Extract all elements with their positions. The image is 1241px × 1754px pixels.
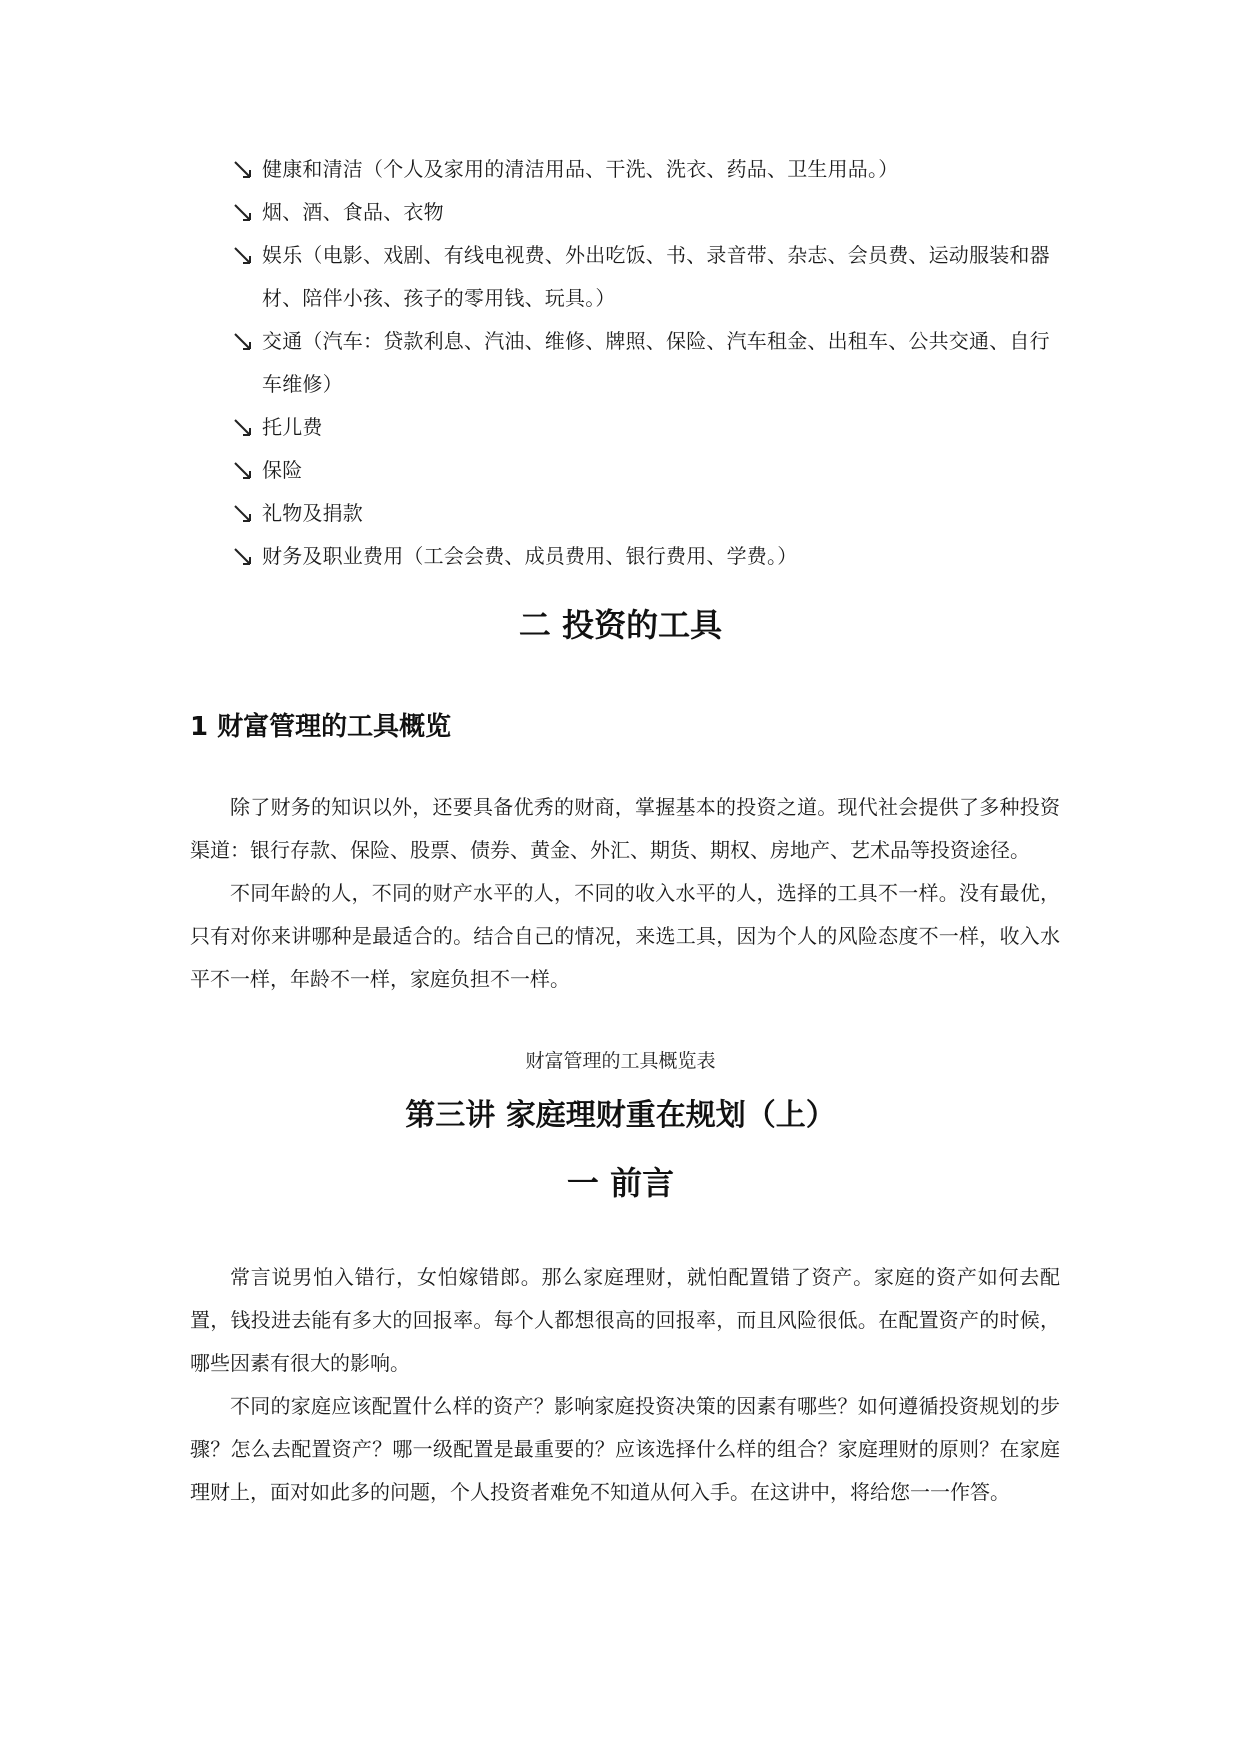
arrow-bullet-icon — [232, 191, 262, 234]
paragraph: 常言说男怕入错行，女怕嫁错郎。那么家庭理财，就怕配置错了资产。家庭的资产如何去配置，钱投进去能有多大的回报率。每个人都想很高的回报率，而且风险很低。在配置资产的时候，哪些因素有很大的影响。 — [190, 1265, 1060, 1375]
arrow-bullet-icon — [232, 234, 262, 277]
bullet-text: 烟、酒、食品、衣物 — [262, 200, 444, 224]
section2-body — [190, 786, 1060, 1001]
arrow-bullet-icon — [232, 449, 262, 492]
sub-heading: 1 财富管理的工具概览 — [190, 712, 452, 742]
preface-body — [190, 1256, 1060, 1514]
list-item — [232, 535, 1062, 578]
list-item — [232, 320, 1062, 406]
bullet-text: 健康和清洁（个人及家用的清洁用品、干洗、洗衣、药品、卫生用品。） — [262, 157, 899, 181]
list-item — [232, 148, 1062, 191]
bullet-text: 娱乐（电影、戏剧、有线电视费、外出吃饭、书、录音带、杂志、会员费、运动服装和器材、陪伴小孩、孩子的零用钱、玩具。） — [262, 243, 1050, 310]
bullet-text: 保险 — [262, 458, 303, 482]
section-title: 一 前言 — [566, 1164, 675, 1202]
bullet-text: 托儿费 — [262, 415, 323, 439]
arrow-bullet-icon — [232, 320, 262, 363]
paragraph: 不同的家庭应该配置什么样的资产？影响家庭投资决策的因素有哪些？如何遵循投资规划的步骤？怎么去配置资产？哪一级配置是最重要的？应该选择什么样的组合？家庭理财的原则？在家庭理财上，面对如此多的问题，个人投资者难免不知道从何入手。在这讲中，将给您一一作答。 — [190, 1394, 1060, 1504]
expense-bullet-list — [232, 148, 1062, 578]
list-item — [232, 191, 1062, 234]
arrow-bullet-icon — [232, 492, 262, 535]
arrow-bullet-icon — [232, 535, 262, 578]
paragraph: 除了财务的知识以外，还要具备优秀的财商，掌握基本的投资之道。现代社会提供了多种投资渠道：银行存款、保险、股票、债券、黄金、外汇、期货、期权、房地产、艺术品等投资途径。 — [190, 795, 1060, 862]
paragraph: 不同年龄的人，不同的财产水平的人，不同的收入水平的人，选择的工具不一样。没有最优，只有对你来讲哪种是最适合的。结合自己的情况，来选工具，因为个人的风险态度不一样，收入水平不一样，年龄不一样，家庭负担不一样。 — [190, 881, 1060, 991]
list-item — [232, 449, 1062, 492]
bullet-text: 交通（汽车：贷款利息、汽油、维修、牌照、保险、汽车租金、出租车、公共交通、自行车维修） — [262, 329, 1050, 396]
section-title: 二 投资的工具 — [518, 606, 723, 644]
table-caption: 财富管理的工具概览表 — [525, 1050, 716, 1072]
lecture-title: 第三讲 家庭理财重在规划（上） — [405, 1098, 836, 1133]
list-item — [232, 406, 1062, 449]
bullet-text: 财务及职业费用（工会会费、成员费用、银行费用、学费。） — [262, 544, 798, 568]
bullet-text: 礼物及捐款 — [262, 501, 363, 525]
list-item — [232, 492, 1062, 535]
list-item — [232, 234, 1062, 320]
arrow-bullet-icon — [232, 148, 262, 191]
arrow-bullet-icon — [232, 406, 262, 449]
